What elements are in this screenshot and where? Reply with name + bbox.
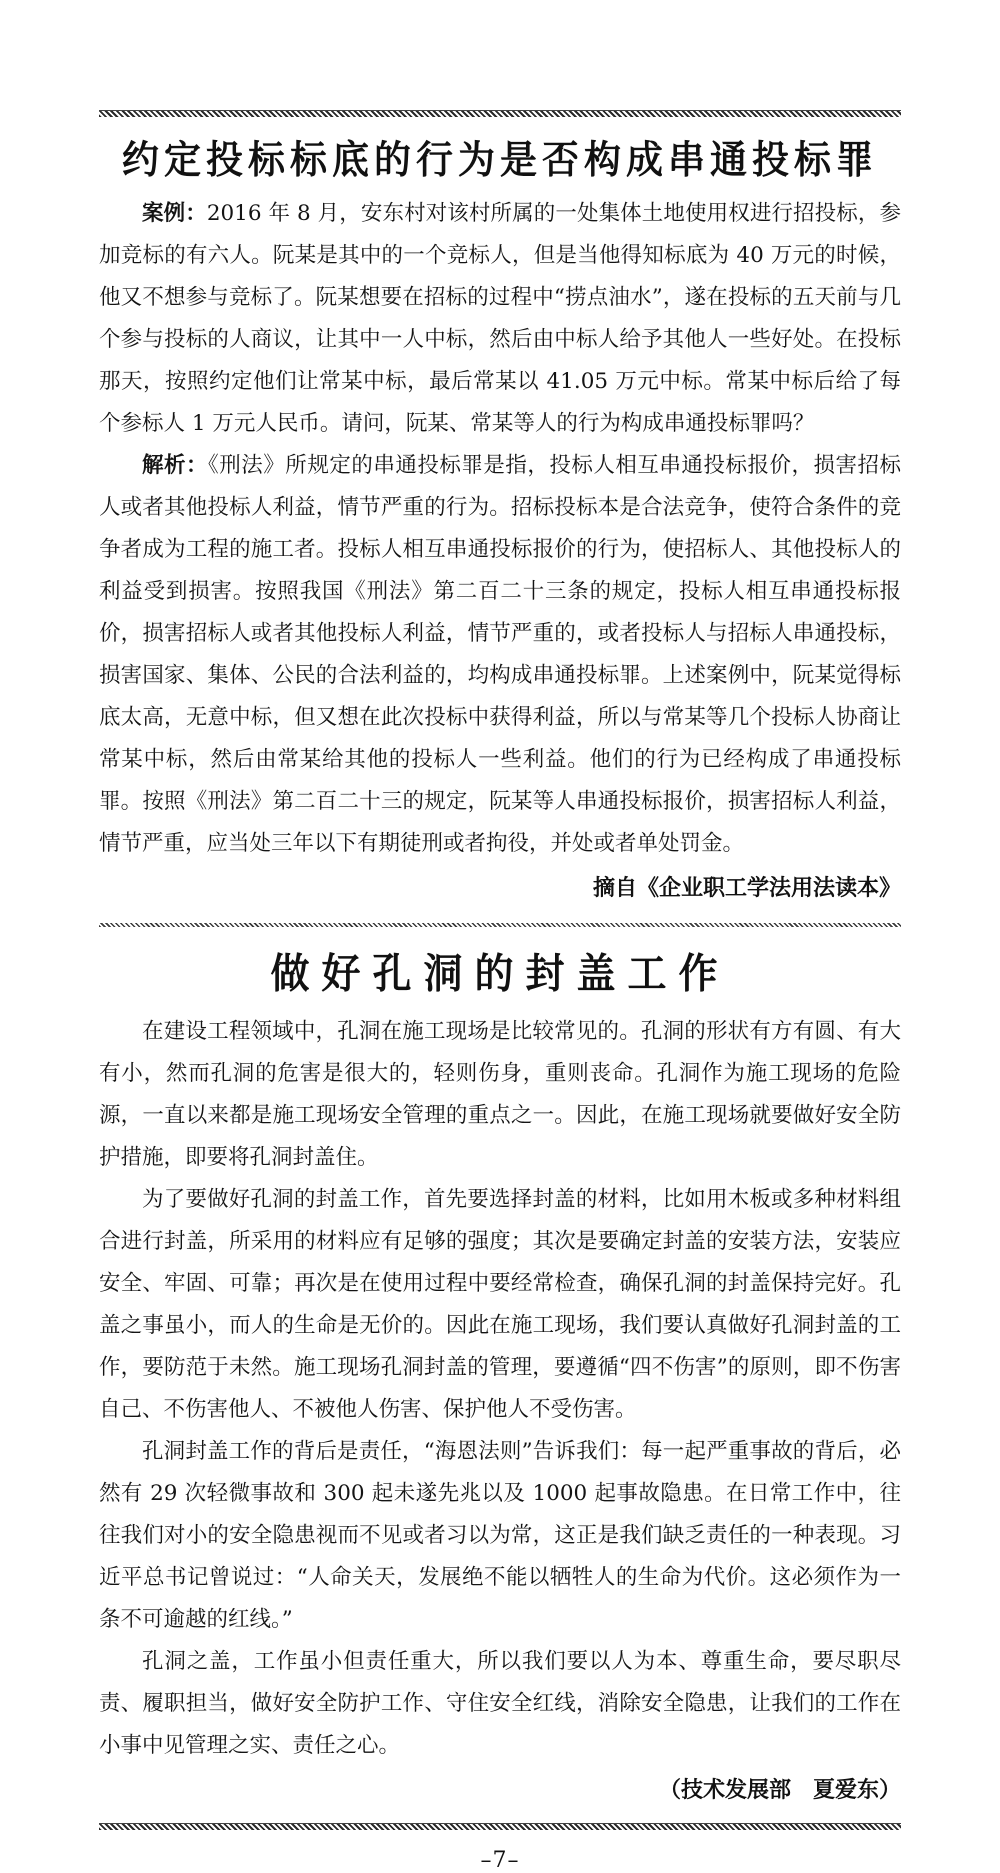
article-1-attribution: 摘自《企业职工学法用法读本》	[592, 875, 901, 901]
article-2-paragraph-3: 孔洞封盖工作的背后是责任，“海恩法则”告诉我们：每一起严重事故的背后，必然有 29 次轻微事故和 300 起未遂先兆以及 1000 起事故隐患。在日常工作中，往往我们对小的安全隐患视而不见或者习以为常，这正是我们缺乏责任的一种表现。习近平总书记曾说过：“人命关天，发展绝不能以牺牲人的生命为代价。这必须作为一条不可逾越的红线。”	[99, 1439, 901, 1632]
case-text: 2016 年 8 月，安东村对该村所属的一处集体土地使用权进行招投标，参加竞标的有六人。阮某是其中的一个竞标人，但是当他得知标底为 40 万元的时候，他又不想参与竞标了。阮某想要在招标的过程中“捞点油水”，遂在投标的五天前与几个参与投标的人商议，让其中一人中标，然后由中标人给予其他人一些好处。在投标那天，按照约定他们让常某中标，最后常某以 41.05 万元中标。常某中标后给了每个参标人 1 万元人民币。请问，阮某、常某等人的行为构成串通投标罪吗？	[99, 201, 901, 436]
article-hole-covering	[99, 933, 901, 1811]
article-bid-rigging	[99, 117, 901, 909]
case-label: 案例：	[142, 201, 207, 226]
analysis-text: 《刑法》所规定的串通投标罪是指，投标人相互串通投标报价，损害招标人或者其他投标人利益，情节严重的行为。招标投标本是合法竞争，使符合条件的竞争者成为工程的施工者。投标人相互串通投标报价的行为，使招标人、其他投标人的利益受到损害。按照我国《刑法》第二百二十三条的规定，投标人相互串通投标报价，损害招标人或者其他投标人利益，情节严重的，或者投标人与招标人串通投标，损害国家、集体、公民的合法利益的，均构成串通投标罪。上述案例中，阮某觉得标底太高，无意中标，但又想在此次投标中获得利益，所以与常某等几个投标人协商让常某中标，然后由常某给其他的投标人一些利益。他们的行为已经构成了串通投标罪。按照《刑法》第二百二十三的规定，阮某等人串通投标报价，损害招标人利益，情节严重，应当处三年以下有期徒刑或者拘役，并处或者单处罚金。	[99, 453, 901, 856]
article-2-attribution: （技术发展部 夏爱东）	[658, 1777, 901, 1803]
page-number: –7–	[480, 1848, 520, 1873]
page-content	[99, 110, 901, 1873]
article-2-paragraph-1: 在建设工程领域中，孔洞在施工现场是比较常见的。孔洞的形状有方有圆、有大有小，然而孔洞的危害是很大的，轻则伤身，重则丧命。孔洞作为施工现场的危险源，一直以来都是施工现场安全管理的重点之一。因此，在施工现场就要做好安全防护措施，即要将孔洞封盖住。	[99, 1019, 901, 1170]
article-2-paragraph-4: 孔洞之盖，工作虽小但责任重大，所以我们要以人为本、尊重生命，要尽职尽责、履职担当，做好安全防护工作、守住安全红线，消除安全隐患，让我们的工作在小事中见管理之实、责任之心。	[99, 1649, 901, 1758]
analysis-label: 解析：	[142, 453, 209, 478]
article-1-paragraph-case	[99, 193, 901, 445]
article-2-title: 做好孔洞的封盖工作	[270, 949, 730, 999]
article-divider-rule	[99, 923, 901, 927]
article-1-paragraph-analysis	[99, 445, 901, 865]
article-1-title: 约定投标标底的行为是否构成串通投标罪	[122, 136, 878, 183]
article-2-paragraph-2: 为了要做好孔洞的封盖工作，首先要选择封盖的材料，比如用木板或多种材料组合进行封盖，所采用的材料应有足够的强度；其次是要确定封盖的安装方法，安装应安全、牢固、可靠；再次是在使用过程中要经常检查，确保孔洞的封盖保持完好。孔盖之事虽小，而人的生命是无价的。因此在施工现场，我们要认真做好孔洞封盖的工作，要防范于未然。施工现场孔洞封盖的管理，要遵循“四不伤害”的原则，即不伤害自己、不伤害他人、不被他人伤害、保护他人不受伤害。	[99, 1187, 901, 1422]
bottom-rule	[99, 1823, 901, 1830]
